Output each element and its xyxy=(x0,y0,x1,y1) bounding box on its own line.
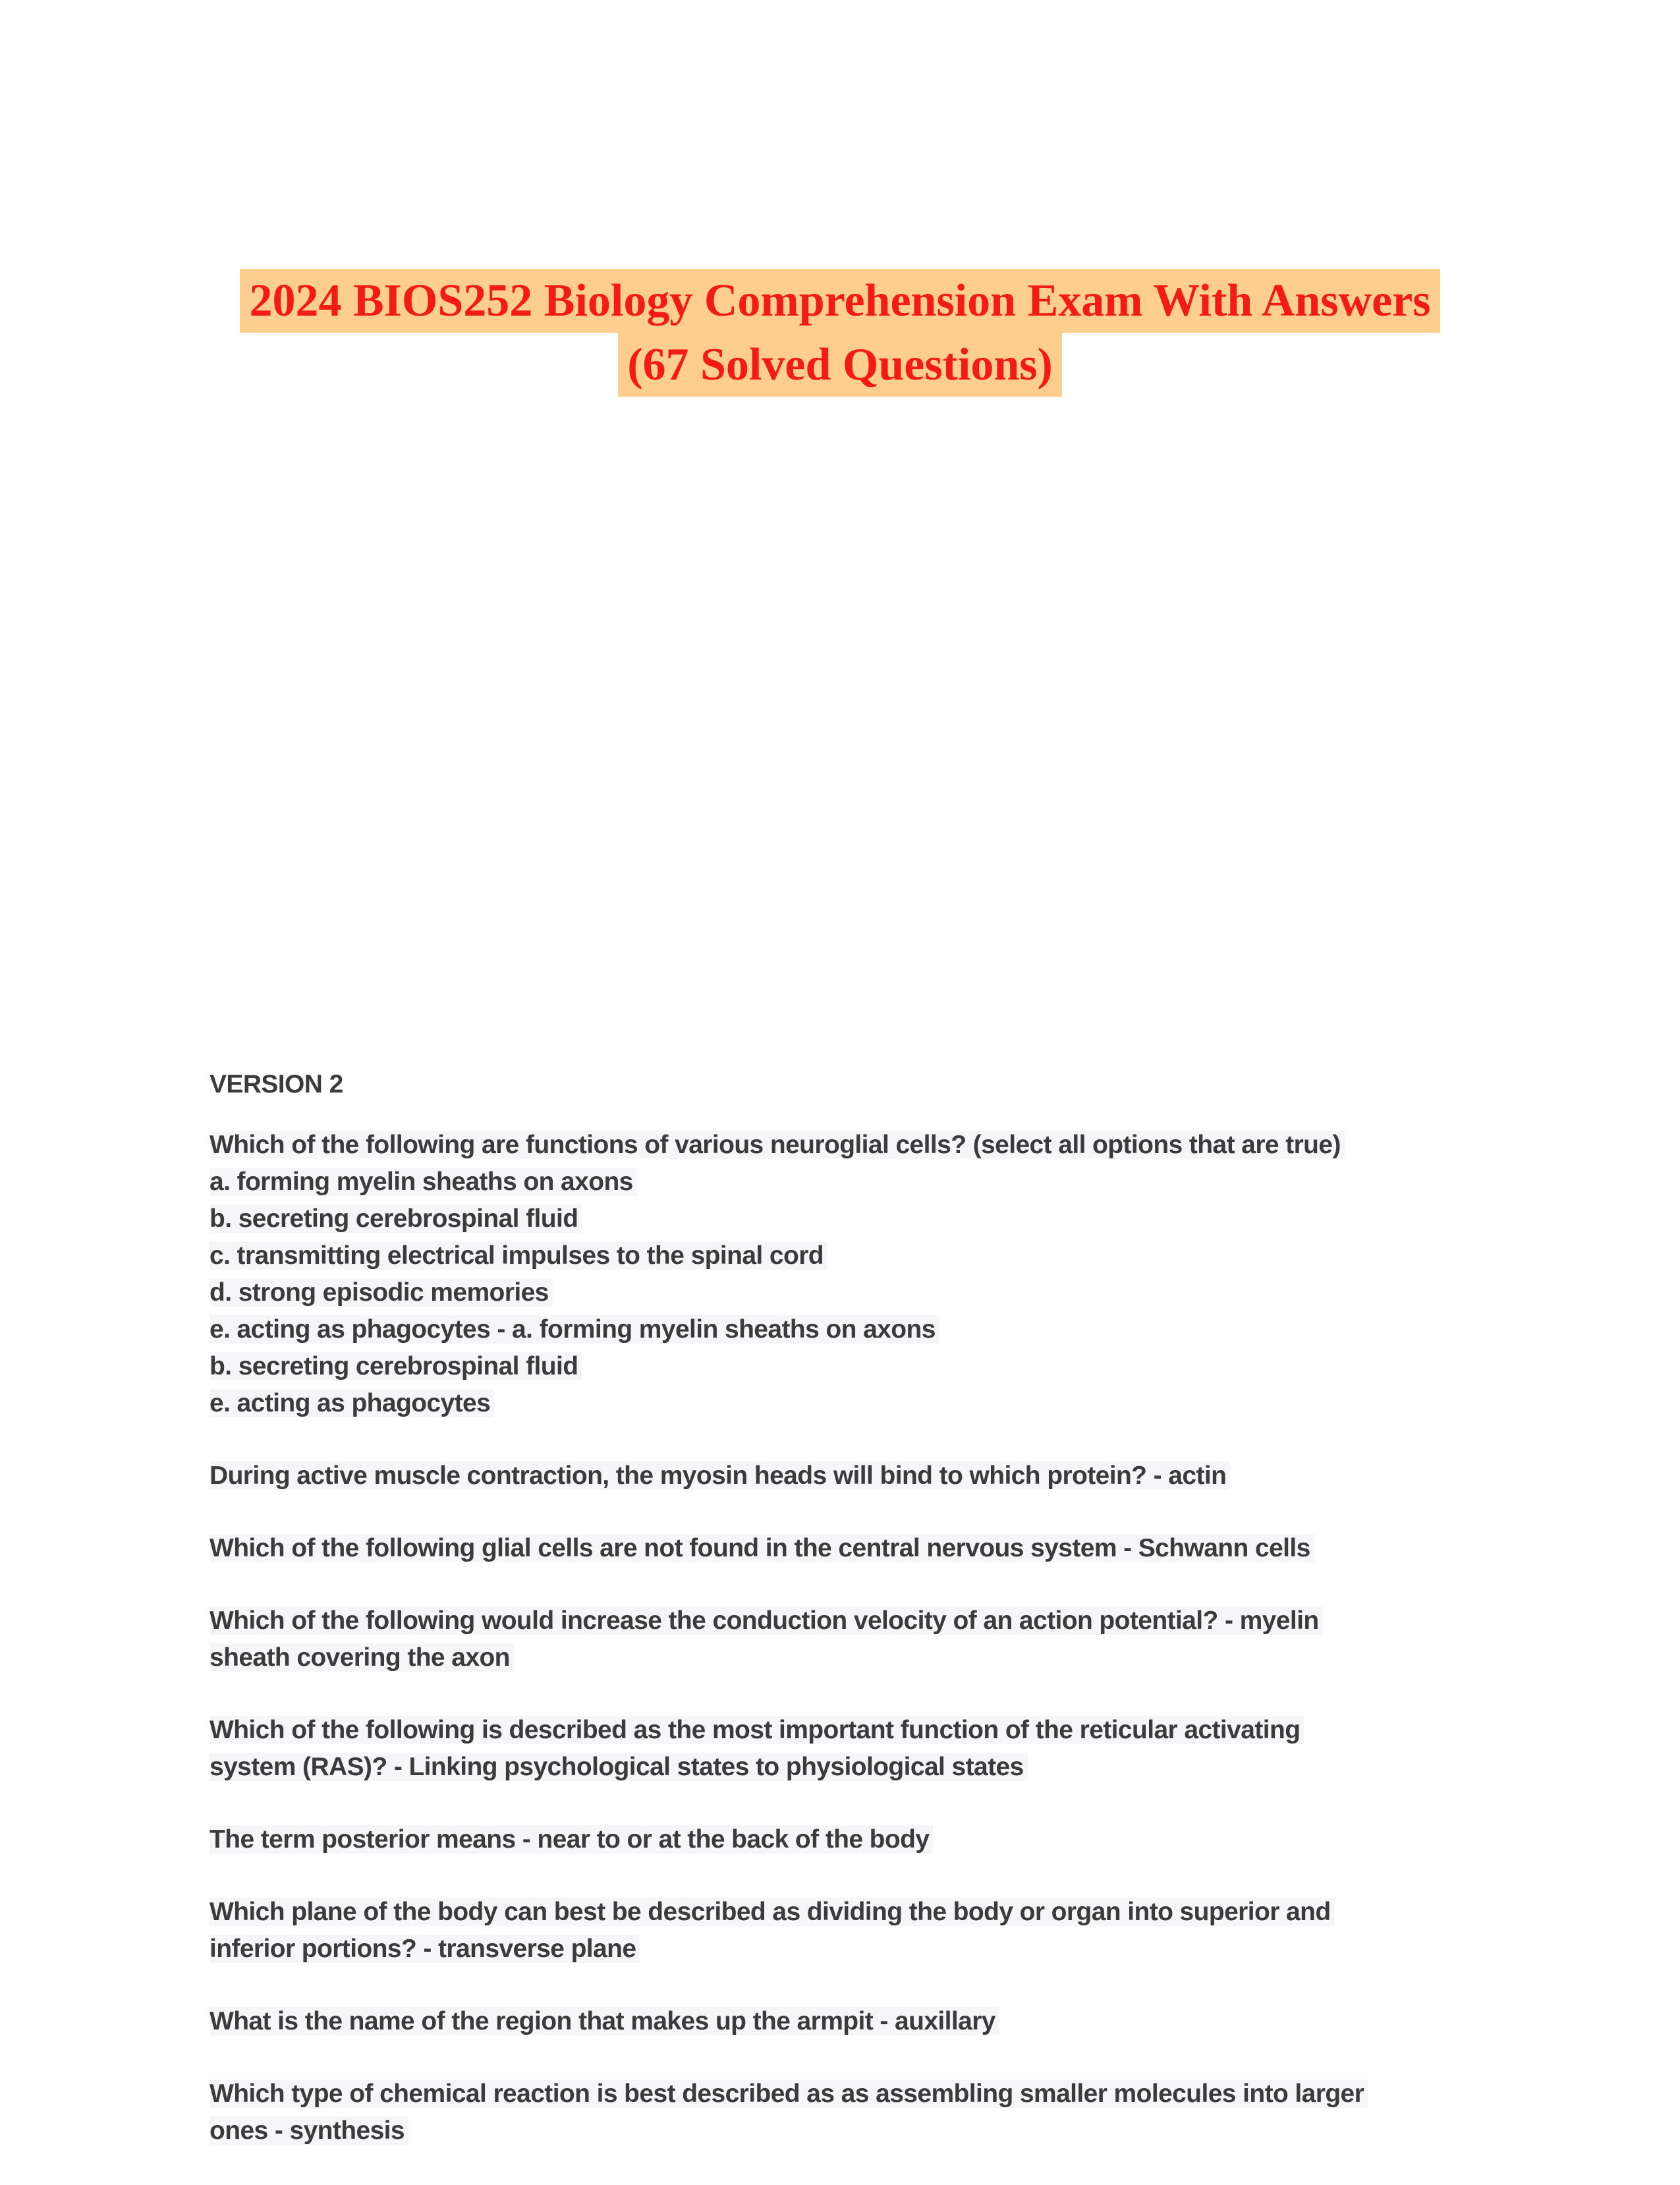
answer-text: b. secreting cerebrospinal fluid xyxy=(210,1352,582,1380)
version-heading: VERSION 2 xyxy=(210,1070,343,1098)
qa-item xyxy=(210,1530,1310,1567)
qa-item xyxy=(210,1712,1301,1786)
option-text: c. transmitting electrical impulses to the spinal cord xyxy=(210,1241,827,1270)
qa-item xyxy=(210,1603,1319,1676)
option-text: d. strong episodic memories xyxy=(210,1278,553,1307)
question-answer-text: Which plane of the body can best be described as dividing the body or organ into superior and xyxy=(210,1898,1335,1926)
option-text: a. forming myelin sheaths on axons xyxy=(210,1168,637,1196)
qa-item xyxy=(210,2076,1364,2149)
question-answer-text: Which of the following is described as the most important function of the reticular activating xyxy=(210,1716,1304,1744)
question-answer-text: Which of the following glial cells are not found in the central nervous system - Schwann cells xyxy=(210,1534,1314,1562)
qa-item xyxy=(210,1894,1331,1968)
option-answer-text: e. acting as phagocytes - a. forming myelin sheaths on axons xyxy=(210,1315,939,1344)
title-line-1: 2024 BIOS252 Biology Comprehension Exam With Answers xyxy=(240,269,1440,333)
document-title xyxy=(0,269,1680,397)
qa-item xyxy=(210,1458,1297,1494)
question-answer-text: sheath covering the axon xyxy=(210,1643,514,1672)
qa-item xyxy=(210,2003,1297,2040)
question-answer-text: inferior portions? - transverse plane xyxy=(210,1935,640,1963)
question-answer-text: Which of the following would increase the conduction velocity of an action potential? - myelin xyxy=(210,1606,1323,1635)
question-answer-text: system (RAS)? - Linking psychological states to physiological states xyxy=(210,1753,1028,1781)
document-body xyxy=(210,1066,1364,2185)
qa-item xyxy=(210,1127,1341,1422)
question-answer-text: What is the name of the region that makes up the armpit - auxillary xyxy=(210,2007,999,2035)
title-line-2: (67 Solved Questions) xyxy=(618,333,1062,397)
answer-text: e. acting as phagocytes xyxy=(210,1389,494,1417)
option-text: b. secreting cerebrospinal fluid xyxy=(210,1205,582,1233)
question-answer-text: Which type of chemical reaction is best described as as assembling smaller molecules into larger xyxy=(210,2080,1368,2108)
question-answer-text: ones - synthesis xyxy=(210,2116,408,2145)
question-answer-text: During active muscle contraction, the myosin heads will bind to which protein? - actin xyxy=(210,1461,1230,1490)
qa-item xyxy=(210,1821,1297,1858)
question-text: Which of the following are functions of various neuroglial cells? (select all options that are true) xyxy=(210,1131,1345,1159)
question-answer-text: The term posterior means - near to or at the back of the body xyxy=(210,1825,933,1854)
